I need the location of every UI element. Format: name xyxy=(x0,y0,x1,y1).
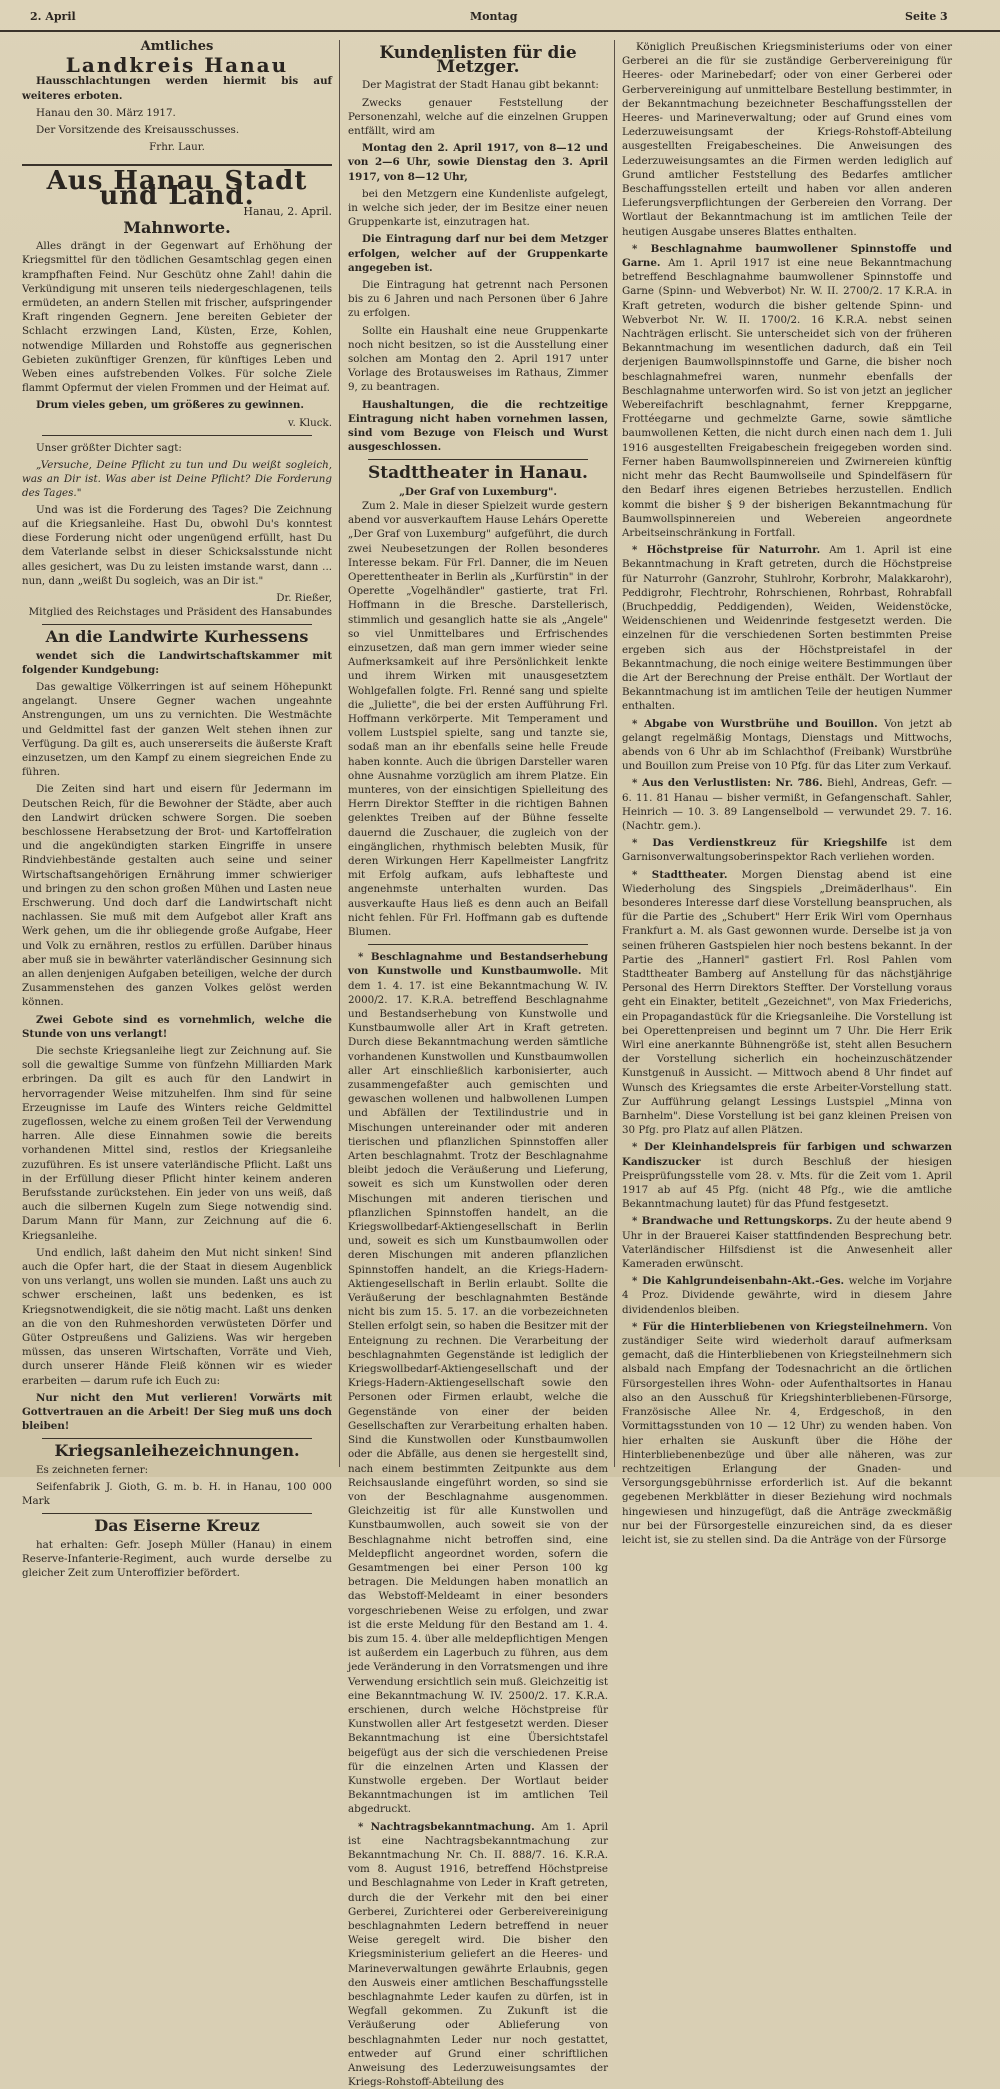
customer-lists-p5: Die Eintragung hat getrennt nach Personen bis zu 6 Jahren und nach Personen über 6 Jahre zu erfolgen. xyxy=(348,279,608,320)
merit-cross-title: * Das Verdienstkreuz für Kriegshilfe xyxy=(632,837,888,850)
railway-title: * Die Kahlgrundeisenbahn-Akt.-Ges. xyxy=(632,1275,845,1288)
header-date: 2. April xyxy=(30,10,76,23)
iron-cross-title: Das Eiserne Kreuz xyxy=(94,1516,260,1536)
merit-cross-text: ist dem Garnisonverwaltungsoberinspektor Rach verliehen worden. xyxy=(622,837,952,864)
supplement-text: Am 1. April ist eine Nachtragsbekanntmachung zur Bekanntmachung Nr. Ch. II. 888/7. 16. K.R.A. vom 8. August 1916, betreffend Höchstpreise und Beschlagnahme von Leder in Kraft getreten, durch die der Verkehr mit den bei einer Gerberei, Zurichterei oder Gerbereivereinigung beschlagnahmten Ledern betreffend in neuer Weise geregelt wird. Die bisher den Kriegsministerium geliefert an die Heeres- und Marineverwaltungen gewährte Erlaubnis, gegen den Ausweis einer amtlichen Beschaffungsstelle beschlagnahmte Leder kaufen zu dürfen, ist in Wegfall gekommen. Zu Zukunft ist die Veräußerung oder Ablieferung von beschlagnahmten Leder nur noch gestattet, entweder auf Grund einer schriftlichen Anweisung des Lederzuweisungsamtes der Kriegs-Rohstoff-Abteilung des xyxy=(348,1820,608,2089)
local-news-title: Aus Hanau Stadt und Land. xyxy=(22,164,332,202)
war-loan-title: Kriegsanleihezeichnungen. xyxy=(54,1441,300,1461)
district-title: Landkreis Hanau xyxy=(65,53,289,78)
cotton-text: Am 1. April 1917 ist eine neue Bekanntmachung betreffend Beschlagnahme baumwollener Spinnstoffe und Garne (Spinn- und Webverbot) Nr. W. II. 2700/2. 17 K.R.A. in Kraft getreten, wodurch die bisher geltende Spinn- und Webverbot Nr. W. II. 1700/2. 16 K.R.A. nebst seinen Nachträgen erlischt. Sie unterscheidet sich von der früheren Bekanntmachung im wesentlichen dadurch, daß ein Teil derjenigen Baumwollspinnstoffe und Garne, die bisher noch beschlagnahmefrei waren, nunmehr ebenfalls der Beschlagnahme unterworfen wird. So ist von jetzt an jeglicher Webereifachrift beschlagnahmt, ferner Kreppgarne, Frottéegarne und gechmelzte Garne, sowie sämtliche baumwollenen Ketten, die nicht durch einen nach dem 1. Juli 1916 ausgestellten Freigabeschein freigegeben worden sind. Ferner haben Baumwollspinnereien und Zwirnereien künftig nicht mehr das Recht Baumwollseile und Spindelfäsern für den Bedarf ihres eigenen Betriebes herzustellen. Endlich kommt die bisher § 9 der bisherigen Bekanntmachung für Baumwollspinnereien und Webereien angeordnete Arbeitseinschränkung in Fortfall. xyxy=(622,257,952,539)
customer-lists-p4: Die Eintragung darf nur bei dem Metzger erfolgen, welcher auf der Gruppenkarte angegeben ist. xyxy=(348,233,608,274)
casualty-list-title: * Aus den Verlustlisten: Nr. 786. xyxy=(632,777,823,790)
notice-signer: Der Vorsitzende des Kreisausschusses. xyxy=(36,124,240,137)
theater-subtitle: „Der Graf von Luxemburg". xyxy=(399,485,557,498)
page-header xyxy=(0,0,1000,32)
customer-lists-p3: bei den Metzgern eine Kundenliste aufgelegt, in welche sich jeder, der im Besitze einer neuen Gruppenkarte ist, einzutragen hat. xyxy=(348,187,608,229)
notice-text: Hausschlachtungen werden hiermit bis auf weiteres erboten. xyxy=(22,75,332,102)
column-left xyxy=(22,39,332,1579)
column-rule-2 xyxy=(614,40,615,1467)
cotton-title: * Beschlagnahme baumwollener Spinnstoffe und Garne. xyxy=(622,242,952,270)
broth-title: * Abgabe von Wurstbrühe und Bouillon. xyxy=(632,717,878,730)
notice-name: Frhr. Laur. xyxy=(149,141,205,154)
customer-lists-title: Kundenlisten für die Metzger. xyxy=(379,43,577,78)
poet-paragraph: Und was ist die Forderung des Tages? Die Zeichnung auf die Kriegsanleihe. Hast Du, obwohl Du's konntest diese Forderung nicht oder ungenügend erfüllt, hast Du dem Vaterlande selbst in dieser Schicksalsstunde nicht alles gesichert, was Du zu leisten imstande warst, dann ... nun, dann „weißt Du sogleich, was an Dir ist." xyxy=(22,503,332,587)
theater-title: Stadttheater in Hanau. xyxy=(368,463,588,484)
divider xyxy=(368,944,588,945)
seizure-text: Mit dem 1. 4. 17. ist eine Bekanntmachung W. IV. 2000/2. 17. K.R.A. betreffend Beschlagnahme und Bestandserhebung von Kunstwolle und Kunstbaumwolle aller Art in Kraft getreten. Durch diese Bekanntmachung werden sämtliche vorhandenen Kunstwollen und Kunstbaumwollen aller Art einschließlich karbonisierter, auch zusammengefaßter auch gemischten und gewaschen wollenen und halbwollenen Lumpen und Abfällen der Textilindustrie und in Mischungen untereinander oder mit anderen tierischen und pflanzlichen Spinnstoffen aller Arten beschlagnahmt. Trotz der Beschlagnahme bleibt jedoch die Veräußerung und Lieferung, soweit es sich um Kunstwollen oder deren Mischungen mit anderen tierischen und pflanzlichen Spinnstoffen handelt, an die Kriegswollbedarf-Aktiengesellschaft in Berlin und, soweit es sich um Kunstbaumwollen oder deren Mischungen mit anderen pflanzlichen Spinnstoffen handelt, an die Kriegs-Hadern-Aktiengesellschaft in Berlin erlaubt. Sollte die Veräußerung der beschlagnahmten Bestände nicht bis zum 15. 5. 17. an die vorbezeichneten Stellen erfolgt sein, so haben die Besitzer mit der Enteignung zu rechnen. Die Verarbeitung der beschlagnahmten Gegenstände ist lediglich der Kriegswollbedarf-Aktiengesellschaft und der Kriegs-Hadern-Aktiengesellschaft sowie den Personen oder Firmen erlaubt, welche die Gegenstände von einer der beiden Gesellschaften zur Verarbeitung erhalten haben. Sind die Kunstwollen oder Kunstbaumwollen oder die Abfälle, aus denen sie hergestellt sind, nach einem bestimmten Zeitpunkte aus dem Reichsauslande eingeführt worden, so sind sie von der Beschlagnahme ausgenommen. Gleichzeitig ist für alle Kunstwollen und Kunstbaumwollen, auch soweit sie von der Beschlagnahme nicht betroffen sind, eine Meldepflicht angeordnet worden, sofern die Gesamtmengen bei einer Person 100 kg betragen. Die Meldungen haben monatlich an das Webstoff-Meldeamt in einer besonders vorgeschriebenen Weise zu erfolgen, und zwar ist die erste Meldung für den Bestand am 1. 4. bis zum 15. 4. über alle meldepflichtigen Mengen ist außerdem ein Lagerbuch zu führen, aus dem jede Veränderung in den Vorratsmengen und ihre Verwendung ersichtlich sein muß. Gleichzeitig ist eine Bekanntmachung W. IV. 2500/2. 17. K.R.A. erschienen, durch welche Höchstpreise für Kunstwollen aller Art festgesetzt werden. Dieser Bekanntmachung ist eine Übersichtstafel beigefügt aus der sich die verschiedenen Preise für die einzelnen Arten und Klassen der Kunstwolle ergeben. Der Wortlaut beider Bekanntmachungen ist im amtlichen Teil abgedruckt. xyxy=(348,965,608,1816)
farmers-paragraph-4: Die sechste Kriegsanleihe liegt zur Zeichnung auf. Sie soll die gewaltige Summe von fünfzehn Milliarden Mark erbringen. Da gilt es auch für den Landwirt in hervorragender Weise mitzuhelfen. Ihm sind für seine Erzeugnisse im Laufe des Winters reiche Geldmittel zugeflossen, welche zu einem großen Teil der Verwendung harren. Alle diese Einnahmen sowie die bereits vorhandenen Mittel sind, restlos der Kriegsanleihe zuzuführen. Es ist unsere vaterländische Pflicht. Laßt uns in der Erfüllung dieser Pflicht hinter keinem anderen Berufsstande zurückstehen. Ein jeder von uns weiß, daß auch die silbernen Kugeln zum Siege notwendig sind. Darum Mann für Mann, zur Zeichnung auf die 6. Kriegsanleihe. xyxy=(22,1045,332,1242)
mahnworte-signature: v. Kluck. xyxy=(287,416,332,429)
customer-lists-p1: Zwecks genauer Feststellung der Personenzahl, welche auf die einzelnen Gruppen entfällt, wird am xyxy=(348,96,608,138)
local-news-date: Hanau, 2. April. xyxy=(243,204,332,218)
leather-continuation: Königlich Preußischen Kriegsministeriums oder von einer Gerberei an die für sie zuständige Gerbervereinigung für Heeres- oder Marinebedarf; oder von einer Gerberei oder Gerbervereinigung auf unmittelbare Bestellung bestimmter, in der Bekanntmachung bezeichneter Beschaffungsstellen der Heeres- und Marineverwaltung; oder auf Grund eines vom Lederzuweisungsamt der Kriegs-Rohstoff-Abteilung ausgestellten Freigabescheines. Die Anweisungen des Lederzuweisungsamtes an die Firmen werden lediglich auf Grund amtlicher Feststellung des Bedarfes amtlicher Beschaffungsstellen erteilt und haben vor allen anderen Lieferungsverpflichtungen der Gerbereien den Vorrang. Der Wortlaut der Bekanntmachung ist im amtlichen Teile der heutigen Ausgabe unseres Blattes enthalten. xyxy=(622,41,952,238)
farmers-paragraph-6: Nur nicht den Mut verlieren! Vorwärts mit Gottvertrauen an die Arbeit! Der Sieg muß uns doch bleiben! xyxy=(22,1391,332,1433)
iron-cross-text: hat erhalten: Gefr. Joseph Müller (Hanau) in einem Reserve-Infanterie-Regiment, auch wurde derselbe zu gleicher Zeit zum Unteroffizier befördert. xyxy=(22,1538,332,1579)
notice-date: Hanau den 30. März 1917. xyxy=(36,106,176,119)
header-day: Montag xyxy=(470,10,518,23)
divider xyxy=(42,1438,312,1439)
mahnworte-title: Mahnworte. xyxy=(123,218,231,238)
farmers-title: An die Landwirte Kurhessens xyxy=(45,627,309,647)
customer-lists-p7: Haushaltungen, die die rechtzeitige Eintragung nicht haben vornehmen lassen, sind vom Bezuge von Fleisch und Wurst ausgeschlossen. xyxy=(348,398,608,454)
fire-watch-title: * Brandwache und Rettungskorps. xyxy=(632,1215,833,1228)
railway-text: welche im Vorjahre 4 Proz. Dividende gewährte, wird in diesem Jahre dividendenlos bleiben. xyxy=(622,1275,952,1316)
mahnworte-closing: Drum vieles geben, um größeres zu gewinnen. xyxy=(36,399,305,412)
customer-lists-intro: Der Magistrat der Stadt Hanau gibt bekannt: xyxy=(362,79,599,92)
official-label: Amtliches xyxy=(140,39,214,54)
divider xyxy=(42,1513,312,1514)
fire-watch-text: Zu der heute abend 9 Uhr in der Brauerei Kaiser stattfindenden Besprechung betr. Vaterländischer Hilfsdienst ist die Anwesenheit aller Kameraden erwünscht. xyxy=(622,1215,952,1271)
war-loan-intro: Es zeichneten ferner: xyxy=(36,1463,149,1476)
customer-lists-p6: Sollte ein Haushalt eine neue Gruppenkarte noch nicht besitzen, so ist die Ausstellung einer solchen am Montag den 2. April 1917 unter Vorlage des Brotausweises im Rathaus, Zimmer 9, zu beantragen. xyxy=(348,324,608,394)
supplement-title: * Nachtragsbekanntmachung. xyxy=(358,1820,535,1833)
farmers-paragraph-3: Zwei Gebote sind es vornehmlich, welche die Stunde von uns verlangt! xyxy=(22,1013,332,1040)
reed-title: * Höchstpreise für Naturrohr. xyxy=(632,544,821,557)
farmers-paragraph-5: Und endlich, laßt daheim den Mut nicht sinken! Sind auch die Opfer hart, die der Staat in diesem Augenblick von uns verlangt, uns wollen sie munden. Laßt uns auch zu schwer erscheinen, laßt uns bedenken, es ist Kriegsnotwendigkeit, die sie nötig macht. Laßt uns denken an die von den Ruhmeshorden verwüsteten Dörfer und Güter Ostpreußens und Galiziens. Was wir hergeben müssen, das unseren Wirtschaften, Vorräte und Vieh, durch unserer Hände Fleiß können wir es wieder erarbeiten — darum rufe ich Euch zu: xyxy=(22,1246,332,1387)
farmers-paragraph-1: Das gewaltige Völkerringen ist auf seinem Höhepunkt angelangt. Unsere Gegner wachen ungeahnte Anstrengungen, um uns zu vernichten. Die Westmächte und Geldmittel fast der ganzen Welt stehen ihnen zur Verfügung. Da gilt es, auch unsererseits die äußerste Kraft einzusetzen, um den Kampf zu einem siegreichen Ende zu führen. xyxy=(22,680,332,779)
farmers-paragraph-2: Die Zeiten sind hart und eisern für Jedermann im Deutschen Reich, für die Bewohner der Städte, aber auch den Landwirt drücken schwere Sorgen. Die soeben beschlossene Herabsetzung der Brot- und Kartoffelration und die angekündigten starken Eingriffe in unsere Rindviehbestände gestalten auch seine und seiner Wirtschaftsangehörigen Ernährung immer schwieriger und bringen zu den schon großen Mühen und Lasten neue Erschwerung. Und doch darf die Landwirtschaft nicht nachlassen. Sie muß mit dem Aufgebot aller Kraft ans Werk gehen, um die ihr obliegende große Aufgabe, Heer und Volk zu ernähren, restlos zu erfüllen. Darüber hinaus aber muß sie in bewährter vaterländischer Gesinnung sich an allen denjenigen Aufgaben beteiligen, welche der durch Zusammenstehen des ganzen Volkes gelöst werden können. xyxy=(22,783,332,1009)
customer-lists-p2: Montag den 2. April 1917, von 8—12 und von 2—6 Uhr, sowie Dienstag den 3. April 1917, von 8—12 Uhr, xyxy=(348,142,608,183)
mahnworte-paragraph: Alles drängt in der Gegenwart auf Erhöhung der Kriegsmittel für den tödlichen Gesamtschlag gegen einen krampfhaften Feind. Nur Geschütz ohne Zahl! dahin die Verkündigung mit unseren teils niedergeschlagenen, teils ermüdeten, an andern Stellen mit frischer, aufspringender Kraft ringenden Gegnern. Jene bereiten Gebieter der Schlacht erzwingen Land, Küsten, Erze, Kohlen, notwendige Millarden und Rohstoffe aus gegnerischen Gebieten zukünftiger Grenzen, für künftiges Leben und Weben eines aufstrebenden Volkes. Für solche Ziele flammt Opfermut der vielen Frommen und der Heimat auf. xyxy=(22,240,332,395)
broth-text: Von jetzt ab gelangt regelmäßig Montags, Dienstags und Mittwochs, abends von 6 Uhr ab im Schlachthof (Freibank) Wurstbrühe und Bouillon zum Preise von 10 Pfg. für das Liter zum Verkauf. xyxy=(622,717,952,773)
column-rule-1 xyxy=(339,40,340,1467)
seizure-title: * Beschlagnahme und Bestandserhebung von Kunstwolle und Kunstbaumwolle. xyxy=(348,951,608,978)
poet-quote: „Versuche, Deine Pflicht zu tun und Du weißt sogleich, was an Dir ist. Was aber ist Deine Pflicht? Die Forderung des Tages." xyxy=(22,459,332,500)
header-page-number: Seite 3 xyxy=(905,10,948,23)
reed-text: Am 1. April ist eine Bekanntmachung in Kraft getreten, durch die Höchstpreise für Naturrohr (Ganzrohr, Stuhlrohr, Korbrohr, Malakkarohr), Peddigrohr, Flechtrohr, Rohrschienen, Rohrbast, Rohrabfall (Bruchpeddig, Peddigenden), Weiden, Weidenstöcke, Weidenschienen und Weidenrinde festgesetzt werden. Die einzelnen für die verschiedenen Sorten bestimmten Preise ergeben sich aus der Höchstpreistafel in der Bekanntmachung, die noch einige weitere Bestimmungen über die Art der Berechnung der Preise enthält. Der Wortlaut der Bekanntmachung ist im amtlichen Teile der heutigen Nummer enthalten. xyxy=(622,544,952,713)
survivors-text: Von zuständiger Seite wird wiederholt darauf aufmerksam gemacht, daß die Hinterbliebenen von Kriegsteilnehmern sich alsbald nach Empfang der Todesnachricht an die örtlichen Fürsorgestellen ihres Wohn- oder Aufenthaltsortes in Hanau also an den Ausschuß für Kriegshinterbliebenen-Fürsorge, Französische Allee Nr. 4, Erdgeschoß, in den Vormittagsstunden von 10 — 12 Uhr) zu wenden haben. Von hier erhalten sie Auskunft über die Höhe der Hinterbliebenenbezüge und über alle näheren, was zur rechtzeitigen Erlangung der Gnaden- und Versorgungsgebührnisse erforderlich ist. Auf die bekannt gegebenen Merkblätter in dieser Beziehung wird nochmals hingewiesen und hinzugefügt, daß die Anträge zweckmäßig nur bei der Fürsorgestelle einzureichen sind, da es dieser leicht ist, sie zu stellen sind. Da die Anträge von der Fürsorge xyxy=(622,1320,952,1546)
war-loan-entry: Seifenfabrik J. Gioth, G. m. b. H. in Hanau, 100 000 Mark xyxy=(22,1480,332,1508)
theater-notice-title: * Stadttheater. xyxy=(632,868,728,881)
divider xyxy=(42,624,312,625)
theater-review: Zum 2. Male in dieser Spielzeit wurde gestern abend vor ausverkauftem Hause Lehárs Operette „Der Graf von Luxemburg" aufgeführt, die durch zwei Neubesetzungen der Rollen besonderes Interesse bekam. Für Frl. Danner, die im Neuen Operettentheater in Berlin als „Kurfürstin" in der Operette „Vogelhändler" gastierte, trat Frl. Hoffmann in die Bresche. Darstellerisch, stimmlich und gesanglich hatte sie als „Angele" so viel Unmittelbares und Erfrischendes einzusetzen, daß man gern immer wieder seine Aufmerksamkeit auf ihre Persönlichkeit lenkte und ihrem Wirken mit unausgesetztem Wohlgefallen folgte. Frl. Renné sang und spielte die „Juliette", die bei der ersten Aufführung Frl. Hoffmann verkörperte. Mit Temperament und vollem Lustspiel spielte, sang und tanzte sie, sodaß man an ihr ebenfalls seine helle Freude haben konnte. Auch die übrigen Darsteller waren ohne Ausnahme vorzüglich am ihrem Platze. Ein munteres, von der einsichtigen Spielleitung des Herrn Direktor Steffter in die richtigen Bahnen gelenktes Treiben auf der Bühne fesselte dauernd die Zuschauer, die zugleich von der eingänglichen, rhythmisch belebten Musik, für deren Wirkungen Herr Kapellmeister Langfritz mit Erfolg aufkam, aufs lebhafteste und angenehmste unterhalten wurden. Das ausverkaufte Haus ließ es denn auch an Beifall nicht fehlen. Für Frl. Hoffmann gab es duftende Blumen. xyxy=(348,499,608,938)
survivors-title: * Für die Hinterbliebenen von Kriegsteilnehmern. xyxy=(632,1320,928,1333)
retail-price-text: ist durch Beschluß der hiesigen Preisprüfungsstelle vom 28. v. Mts. für die Zeit vom 1. April 1917 ab auf 45 Pfg. (nicht 48 Pfg., wie die amtliche Bekanntmachung lautet) für das Pfund festgesetzt. xyxy=(622,1155,952,1211)
column-right xyxy=(622,40,952,1546)
poet-signature-name: Dr. Rießer, xyxy=(276,591,332,604)
poet-signature-title: Mitglied des Reichstages und Präsident des Hansabundes xyxy=(28,606,332,619)
retail-price-title: * Der Kleinhandelspreis für farbigen und schwarzen Kandiszucker xyxy=(622,1141,952,1168)
casualty-list-text: Biehl, Andreas, Gefr. — 6. 11. 81 Hanau — bisher vermißt, in Gefangenschaft. Sahler, Heinrich — 10. 3. 89 Langenselbold — verwundet 29. 7. 16. (Nachtr. gem.). xyxy=(622,777,952,832)
farmers-intro: wendet sich die Landwirtschaftskammer mit folgender Kundgebung: xyxy=(22,649,332,676)
column-middle xyxy=(348,40,608,2089)
poet-intro: Unser größter Dichter sagt: xyxy=(36,441,182,454)
divider xyxy=(42,435,312,436)
divider xyxy=(368,459,588,460)
theater-notice-text: Morgen Dienstag abend ist eine Wiederholung des Singspiels „Dreimäderlhaus". Ein besonderes Interesse darf diese Vorstellung beanspruchen, als für die Partie des „Schubert" Herr Erik Wirl vom Opernhaus Frankfurt a. M. als Gast gewonnen wurde. Derselbe ist ja von seinen früheren Gastspielen hier noch bestens bekannt. In der Partie des „Hannerl" gastiert Frl. Rosl Pahlen vom Stadttheater Bamberg auf Anstellung für das nächstjährige Personal des Herrn Direktors Steffter. Der Vorstellung voraus geht ein Einakter, betitelt „Gezeichnet", von Max Friederichs, ein Propagandastück für die Kriegsanleihe. Die Vorstellung ist bei Operettenpreisen und beginnt um 7 Uhr. Die Herr Erik Wirl eine anerkannte Bühnengröße ist, steht allen Besuchern der Vorstellung sicherlich ein hocheinzuschätzender Kunstgenuß in Aussicht. — Mittwoch abend 8 Uhr findet auf Wunsch des Kriegsamtes die erste Arbeiter-Vorstellung statt. Zur Aufführung gelangt Lessings Lustspiel „Minna von Barnhelm". Diese Vorstellung ist bei ganz kleinen Preisen von 30 Pfg. pro Platz auf allen Plätzen. xyxy=(622,868,952,1137)
